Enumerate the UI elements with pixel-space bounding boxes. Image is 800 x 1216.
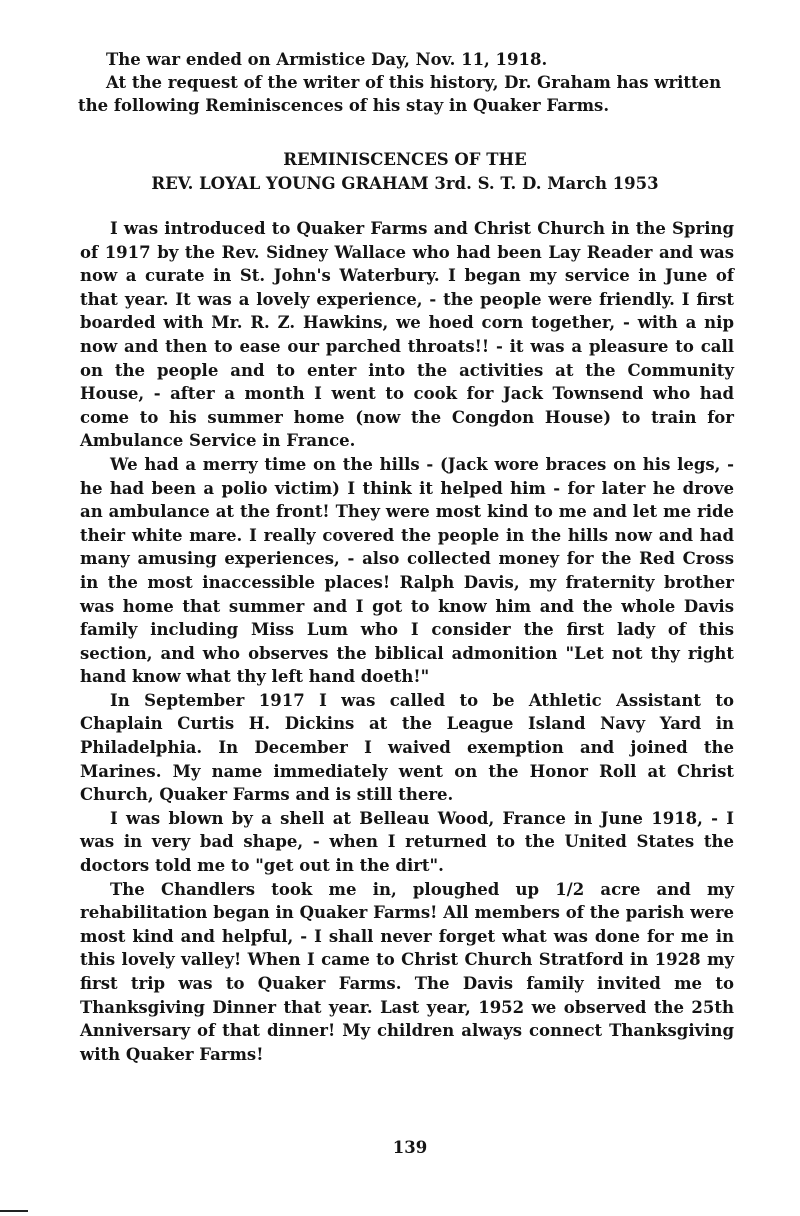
heading-line-1: REMINISCENCES OF THE	[283, 150, 527, 169]
page-number: 139	[392, 1138, 428, 1157]
margin-mark	[0, 1210, 28, 1212]
paragraph-1: I was introduced to Quaker Farms and Christ Church in the Spring of 1917 by the Rev. Sidney Wallace who had been Lay Reader and was now a curate in St. John's Waterbury. I began my service in June of that year. It was a lovely experience, - the people were friendly. I first boarded with Mr. R. Z. Hawkins, we hoed corn together, - with a nip now and then to ease our parched throats!! - it was a pleasure to call on the people and to enter into the activities at the Community House, - after a month I went to cook for Jack Townsend who had come to his summer home (now the Congdon House) to train for Ambulance Service in France.	[80, 219, 734, 451]
paragraph-3: In September 1917 I was called to be Athletic Assistant to Chaplain Curtis H. Dickins at the League Island Navy Yard in Philadelphia. In December I waived exemption and joined the Marines. My name immediately went on the Honor Roll at Christ Church, Quaker Farms and is still there.	[80, 690, 734, 805]
heading-line-2: REV. LOYAL YOUNG GRAHAM 3rd. S. T. D. March 1953	[151, 174, 659, 193]
paragraph-4: I was blown by a shell at Belleau Wood, France in June 1918, - I was in very bad shape, - when I returned to the United States the doctors told me to "get out in the dirt".	[80, 808, 734, 876]
request-line: At the request of the writer of this history, Dr. Graham has written the following Reminiscences of his stay in Quaker Farms.	[78, 73, 722, 115]
paragraph-2: We had a merry time on the hills - (Jack wore braces on his legs, - he had been a polio victim) I think it helped him - for later he drove an ambulance at the front! They were most kind to me and let me ride their white mare. I really covered the people in the hills now and had many amusing experiences, - also collected money for the Red Cross in the most inaccessible places! Ralph Davis, my fraternity brother was home that summer and I got to know him and the whole Davis family including Miss Lum who I consider the first lady of this section, and who observes the biblical admonition "Let not thy right hand know what thy left hand doeth!"	[80, 454, 734, 687]
reminiscences-heading	[100, 148, 710, 196]
reminiscences-body	[80, 217, 734, 1066]
armistice-line: The war ended on Armistice Day, Nov. 11, 1918.	[106, 50, 548, 69]
intro-section	[78, 48, 738, 117]
paragraph-5: The Chandlers took me in, ploughed up 1/2 acre and my rehabilitation began in Quaker Farms! All members of the parish were most kind and helpful, - I shall never forget what was done for me in this lovely valley! When I came to Christ Church Stratford in 1928 my first trip was to Quaker Farms. The Davis family invited me to Thanksgiving Dinner that year. Last year, 1952 we observed the 25th Anniversary of that dinner! My children always connect Thanksgiving with Quaker Farms!	[80, 879, 734, 1064]
